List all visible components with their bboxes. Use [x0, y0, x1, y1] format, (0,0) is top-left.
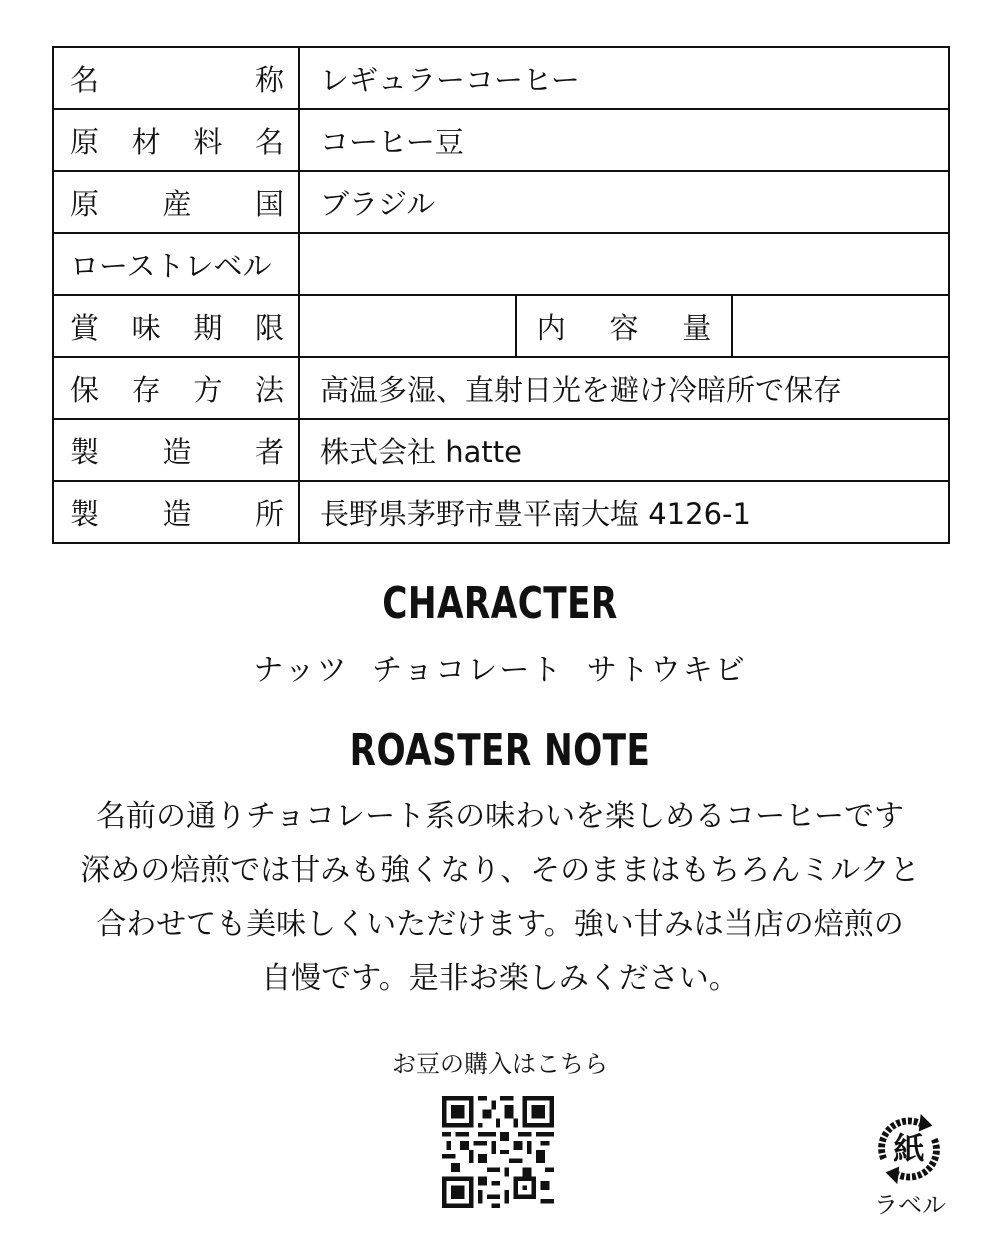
qr-code-icon[interactable]	[442, 1096, 554, 1208]
roaster-note-line: 自慢です。是非お楽しみください。	[261, 961, 739, 996]
label-char: 量	[682, 310, 712, 345]
roaster-note-line: 深めの焙煎では甘みも強くなり、そのままはもちろんミルクと	[80, 853, 920, 888]
roaster-note-line: 合わせても美味しくいただけます。強い甘みは当店の焙煎の	[96, 907, 904, 942]
spec-row-storage	[53, 357, 949, 419]
spec-value: 高温多湿、直射日光を避け冷暗所で保存	[299, 357, 949, 419]
spec-value-net-content	[732, 295, 949, 357]
label-char: 内	[536, 310, 566, 345]
recycle-label: ラベル	[874, 1191, 946, 1219]
label-char: 造	[162, 434, 192, 469]
spec-value: 長野県茅野市豊平南大塩 4126-1	[299, 481, 949, 543]
product-spec-table	[52, 46, 950, 544]
label-char: 製	[70, 434, 100, 469]
roaster-note-body	[40, 790, 960, 1006]
label-char: 容	[609, 310, 639, 345]
label-char: 存	[131, 372, 161, 407]
spec-sub-label	[516, 295, 733, 357]
label-char: 法	[254, 372, 284, 407]
label-char: 期	[193, 310, 223, 345]
spec-value	[299, 233, 949, 295]
label-char: 原	[70, 124, 100, 159]
label-char: 産	[162, 186, 192, 221]
label-char: 国	[254, 186, 284, 221]
label-char: 味	[131, 310, 161, 345]
label-char: 称	[254, 62, 284, 97]
label-char: 名	[70, 62, 100, 97]
spec-value: 株式会社 hatte	[299, 419, 949, 481]
label-char: 名	[254, 124, 284, 159]
recycle-mark-text: 紙	[893, 1131, 925, 1168]
label-char: 保	[70, 372, 100, 407]
spec-label	[53, 295, 299, 357]
spec-row-ingredients	[53, 109, 949, 171]
spec-label	[53, 47, 299, 109]
spec-value-best-before	[299, 295, 516, 357]
spec-label	[53, 233, 299, 295]
spec-row-manufacturer	[53, 419, 949, 481]
label-char: 賞	[70, 310, 100, 345]
label-char: 料	[193, 124, 223, 159]
label-char: 方	[193, 372, 223, 407]
label-text: ローストレベル	[70, 248, 272, 283]
spec-row-name	[53, 47, 949, 109]
character-notes: ナッツ チョコレート サトウキビ	[253, 653, 747, 688]
paper-recycle-mark-icon	[870, 1110, 948, 1188]
label-char: 者	[254, 434, 284, 469]
spec-label	[53, 357, 299, 419]
roaster-note-line: 名前の通りチョコレート系の味わいを楽しめるコーヒーです	[96, 799, 904, 834]
spec-value: ブラジル	[299, 171, 949, 233]
spec-label	[53, 109, 299, 171]
label-char: 限	[254, 310, 284, 345]
label-char: 原	[70, 186, 100, 221]
label-char: 造	[162, 496, 192, 531]
spec-row-factory	[53, 481, 949, 543]
character-heading: CHARACTER	[382, 578, 618, 629]
purchase-text: お豆の購入はこちら	[392, 1050, 608, 1078]
label-char: 製	[70, 496, 100, 531]
spec-row-origin	[53, 171, 949, 233]
spec-value: レギュラーコーヒー	[299, 47, 949, 109]
spec-label	[53, 171, 299, 233]
label-char: 所	[254, 496, 284, 531]
spec-value: コーヒー豆	[299, 109, 949, 171]
spec-row-best-before	[53, 295, 949, 357]
roaster-note-heading: ROASTER NOTE	[349, 725, 651, 776]
spec-label	[53, 481, 299, 543]
spec-label	[53, 419, 299, 481]
spec-row-roast-level	[53, 233, 949, 295]
label-char: 材	[131, 124, 161, 159]
